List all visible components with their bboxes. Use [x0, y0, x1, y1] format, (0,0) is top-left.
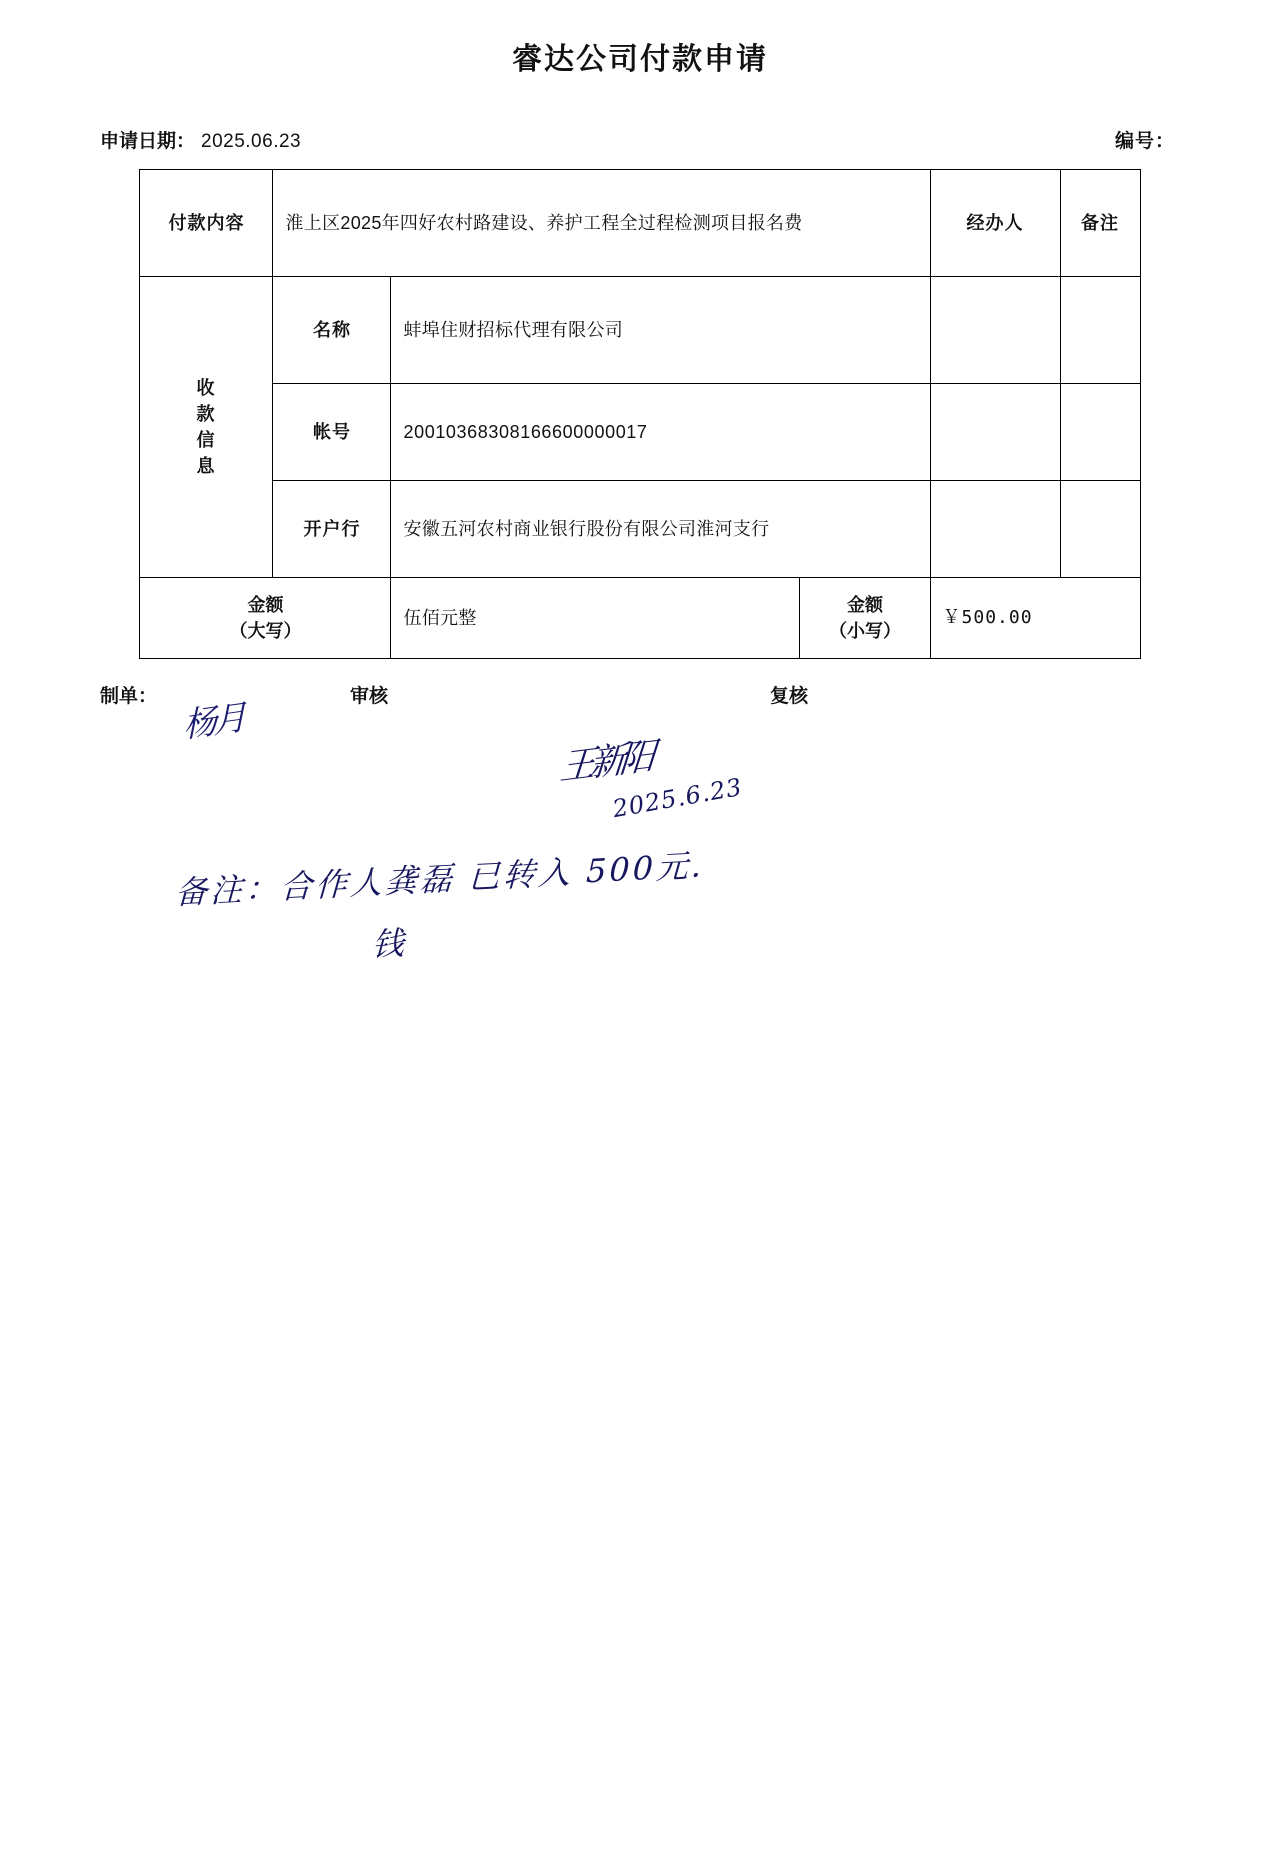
maker-label: 制单： — [100, 686, 158, 707]
signature-row — [100, 681, 1100, 708]
amount-number-value: ￥500.00 — [930, 578, 1140, 659]
table-row-amount — [140, 578, 1140, 659]
table-row-payee-bank — [140, 481, 1140, 578]
application-date — [100, 126, 301, 153]
amount-number-label-line1: 金额 — [847, 594, 883, 615]
checker-signature-handwriting: 王新阳 — [558, 736, 652, 789]
maker-signature-handwriting: 杨月 — [182, 697, 244, 747]
payee-info-label — [140, 277, 273, 578]
amount-number-label-line2: （小写） — [829, 621, 901, 641]
remark-value-name-row — [1060, 277, 1140, 384]
checker-label: 审核 — [350, 686, 389, 707]
table-row-payee-account — [140, 384, 1140, 481]
remark-label: 备注 — [1060, 170, 1140, 277]
remark-value-bank-row — [1060, 481, 1140, 578]
payee-name-label: 名称 — [273, 277, 391, 384]
checker-field — [350, 681, 770, 708]
amount-chinese-label-line1: 金额 — [247, 594, 284, 615]
payee-name-value: 蚌埠住财招标代理有限公司 — [391, 277, 930, 384]
application-date-label: 申请日期： — [100, 131, 196, 152]
page-title: 睿达公司付款申请 — [512, 43, 768, 76]
table-row-content — [140, 170, 1140, 277]
reviewer-field — [770, 681, 1030, 708]
reviewer-label: 复核 — [770, 686, 809, 707]
amount-chinese-label-line2: （大写） — [229, 621, 302, 641]
checker-signature-date-handwriting: 2025.6.23 — [610, 772, 745, 824]
payment-form-table — [139, 169, 1140, 659]
payee-info-label-text: 收 款 信 息 — [196, 377, 217, 477]
table-row-payee-name — [140, 277, 1140, 384]
document-meta-row — [100, 126, 1175, 153]
payee-account-label: 帐号 — [273, 384, 391, 481]
handler-label: 经办人 — [930, 170, 1060, 277]
application-date-value: 2025.06.23 — [201, 131, 302, 152]
amount-chinese-label — [140, 578, 391, 659]
content-value: 淮上区2025年四好农村路建设、养护工程全过程检测项目报名费 — [273, 170, 930, 277]
payee-bank-value: 安徽五河农村商业银行股份有限公司淮河支行 — [391, 481, 930, 578]
payment-application-document — [0, 34, 1280, 1863]
amount-number-label — [800, 578, 930, 659]
amount-chinese-value: 伍佰元整 — [391, 578, 800, 659]
content-label: 付款内容 — [140, 170, 273, 277]
payee-account-value: 20010368308166600000017 — [391, 384, 930, 481]
handwritten-note-line1: 备注：合作人龚磊 已转入 500元. — [174, 846, 705, 912]
handler-value-bank-row — [930, 481, 1060, 578]
payee-bank-label: 开户行 — [273, 481, 391, 578]
handler-value-name-row — [930, 277, 1060, 384]
handwritten-note-line2: 钱 — [371, 923, 405, 965]
handler-value-account-row — [930, 384, 1060, 481]
remark-value-account-row — [1060, 384, 1140, 481]
document-number-label: 编号： — [1114, 131, 1175, 152]
